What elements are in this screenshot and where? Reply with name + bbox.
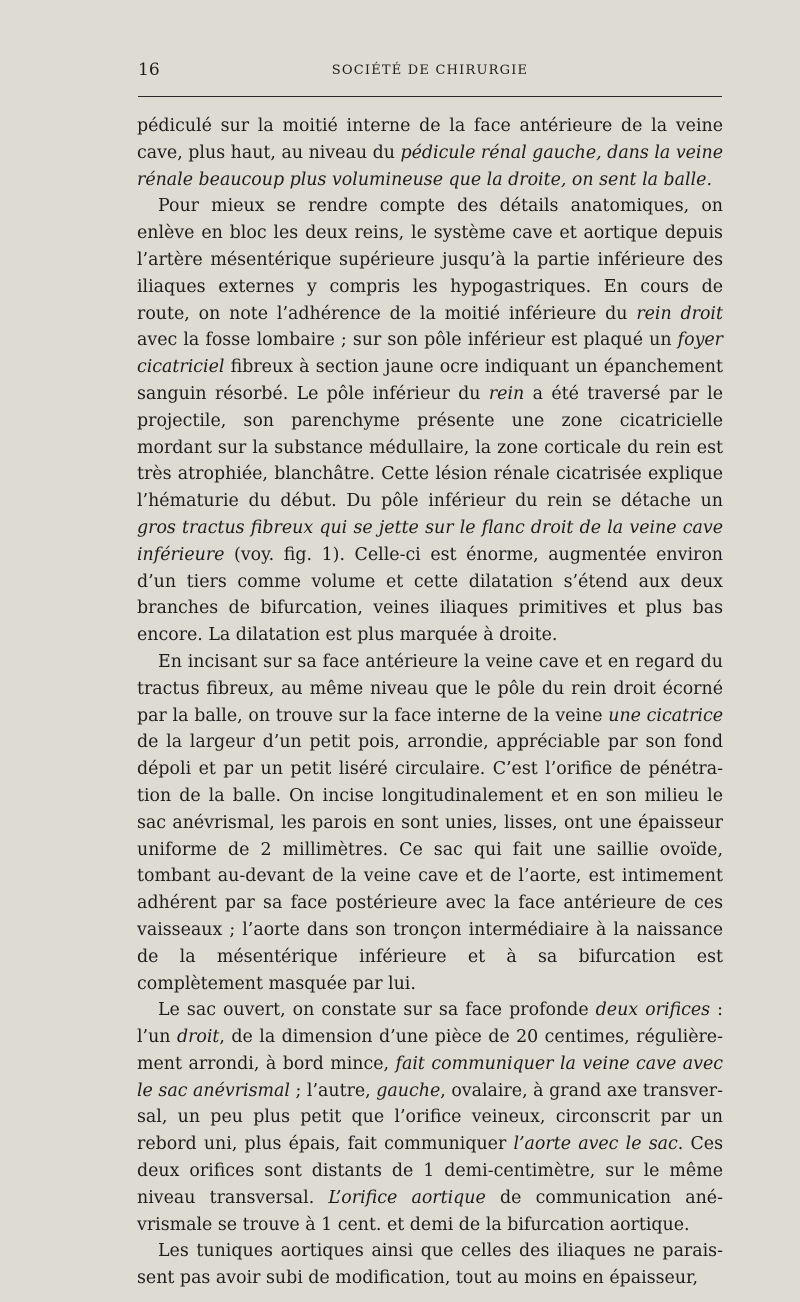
page-number: 16 xyxy=(138,60,160,80)
header-rule xyxy=(138,96,722,97)
body-text xyxy=(137,113,723,1292)
running-head: SOCIÉTÉ DE CHIRURGIE xyxy=(331,63,529,78)
paragraph-4: Le sac ouvert, on constate sur sa face profonde deux orifices : l’un droit, de la dimension d’une pièce de 20 centimes, régulièrement arrondi, à bord mince, fait communiquer la veine cave avec le sac anévrismal ; l’autre, gauche, ovalaire, à grand axe transversal, un peu plus petit que l’orifice veineux, circonscrit par un rebord uni, plus épais, fait communiquer l’aorte avec le sac. Ces deux orifices sont distants de 1 demi-centimètre, sur le même niveau transversal. L’orifice aortique de communication anévrismale se trouve à 1 cent. et demi de la bifurcation aortique. xyxy=(137,1000,723,1235)
paragraph-1: pédiculé sur la moitié interne de la face antérieure de la veine cave, plus haut, au niveau du pédicule rénal gauche, dans la veine rénale beaucoup plus volumineuse que la droite, on sent la balle. xyxy=(137,116,723,190)
paragraph-3: En incisant sur sa face antérieure la veine cave et en regard du tractus fibreux, au même niveau que le pôle du rein droit écorné par la balle, on trouve sur la face interne de la veine une cicatrice de la largeur d’un petit pois, arrondie, appréciable par son fond dépoli et par un petit liséré circulaire. C’est l’orifice de pénétration de la balle. On incise longitudinalement et en son milieu le sac anévrismal, les parois en sont unies, lisses, ont une épaisseur uniforme de 2 millimètres. Ce sac qui fait une saillie ovoïde, tombant au-devant de la veine cave et de l’aorte, est intimement adhérent par sa face postérieure avec la face antérieure de ces vaisseaux ; l’aorte dans son tronçon intermédiaire à la naissance de la mésentérique inférieure et à sa bifurcation est complètement masquée par lui. xyxy=(137,651,723,994)
paragraph-2: Pour mieux se rendre compte des détails anatomiques, on enlève en bloc les deux reins, le système cave et aortique depuis l’artère mésentérique supérieure jusqu’à la partie inférieure des iliaques externes y compris les hypogastriques. En cours de route, on note l’adhérence de la moitié inférieure du rein droit avec la fosse lombaire ; sur son pôle inférieur est plaqué un foyer cicatriciel fibreux à section jaune ocre indiquant un épanchement sanguin résorbé. Le pôle inférieur du rein a été traversé par le projectile, son parenchyme présente une zone cicatricielle mordant sur la substance médullaire, la zone corticale du rein est très atrophiée, blanchâtre. Cette lésion rénale cicatrisée explique l’hématurie du début. Du pôle inférieur du rein se détache un gros tractus fibreux qui se jette sur le flanc droit de la veine cave inférieure (voy. fig. 1). Celle-ci est énorme, augmentée environ d’un tiers comme volume et cette dilatation s’étend aux deux branches de bifurcation, veines iliaques primitives et plus bas encore. La dilatation est plus marquée à droite. xyxy=(137,196,723,646)
paragraph-5: Les tuniques aortiques ainsi que celles des iliaques ne paraissent pas avoir subi de modification, tout au moins en épaisseur, xyxy=(137,1241,723,1289)
page-header xyxy=(138,60,722,90)
